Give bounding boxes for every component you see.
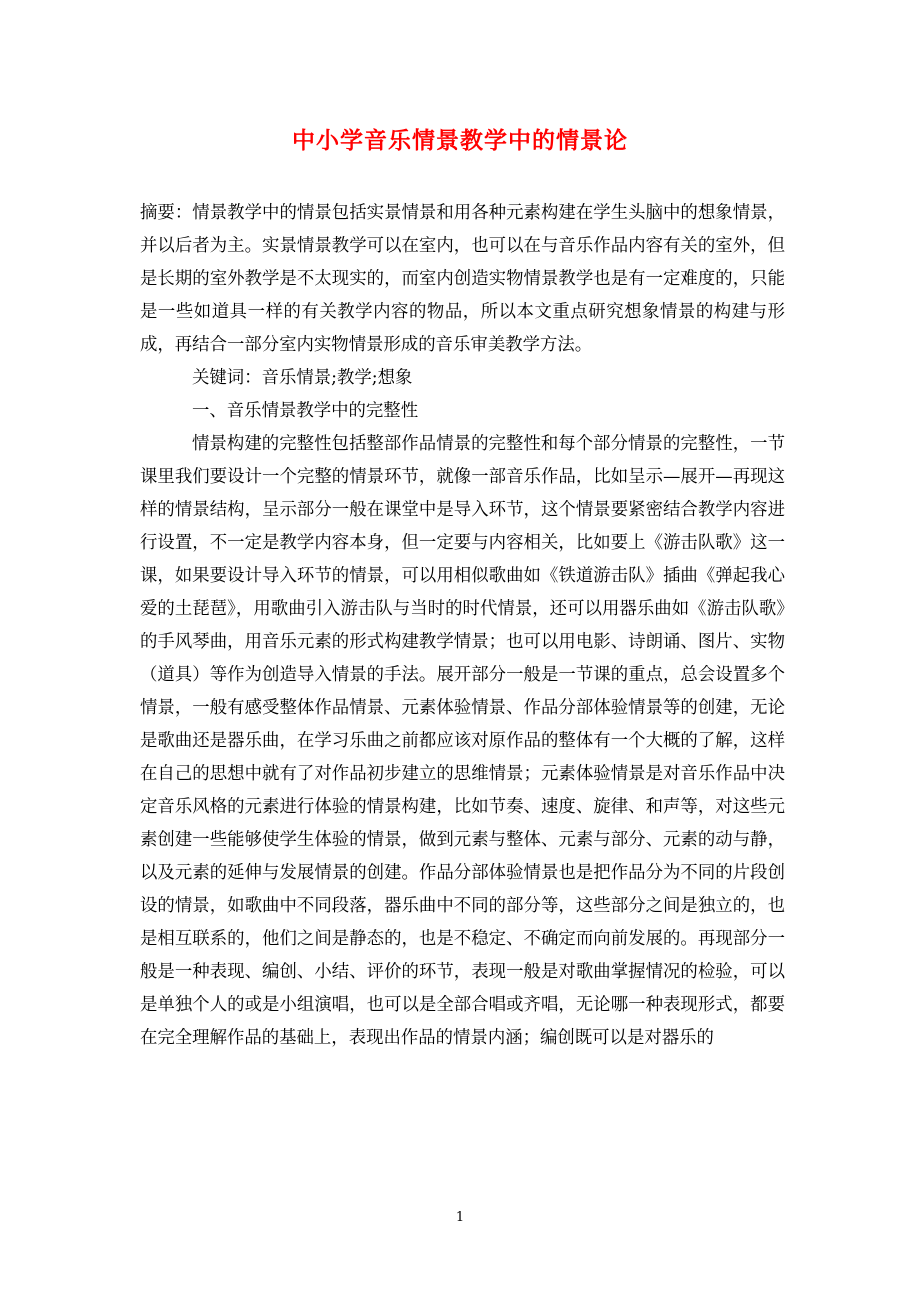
keywords-line: 关键词：音乐情景;教学;想象 [192, 368, 413, 388]
page-number: 1 [455, 1210, 465, 1225]
abstract-paragraph: 摘要：情景教学中的情景包括实景情景和用各种元素构建在学生头脑中的想象情景，并以后者为主。实景情景教学可以在室内，也可以在与音乐作品内容有关的室外，但是长期的室外教学是不太现实的，而室内创造实物情景教学也是有一定难度的，只能是一些如道具一样的有关教学内容的物品，所以本文重点研究想象情景的构建与形成，再结合一部分室内实物情景形成的音乐审美教学方法。 [140, 203, 785, 355]
section-heading: 一、音乐情景教学中的完整性 [192, 401, 419, 421]
body-paragraph: 情景构建的完整性包括整部作品情景的完整性和每个部分情景的完整性，一节课里我们要设计一个完整的情景环节，就像一部音乐作品，比如呈示—展开—再现这样的情景结构，呈示部分一般在课堂中是导入环节，这个情景要紧密结合教学内容进行设置，不一定是教学内容本身，但一定要与内容相关，比如要上《游击队歌》这一课，如果要设计导入环节的情景，可以用相似歌曲如《铁道游击队》插曲《弹起我心爱的土琵琶》，用歌曲引入游击队与当时的时代情景，还可以用器乐曲如《游击队歌》的手风琴曲，用音乐元素的形式构建教学情景；也可以用电影、诗朗诵、图片、实物（道具）等作为创造导入情景的手法。展开部分一般是一节课的重点，总会设置多个情景，一般有感受整体作品情景、元素体验情景、作品分部体验情景等的创建，无论是歌曲还是器乐曲，在学习乐曲之前都应该对原作品的整体有一个大概的了解，这样在自己的思想中就有了对作品初步建立的思维情景；元素体验情景是对音乐作品中决定音乐风格的元素进行体验的情景构建，比如节奏、速度、旋律、和声等，对这些元素创建一些能够使学生体验的情景，做到元素与整体、元素与部分、元素的动与静，以及元素的延伸与发展情景的创建。作品分部体验情景也是把作品分为不同的片段创设的情景，如歌曲中不同段落，器乐曲中不同的部分等，这些部分之间是独立的，也是相互联系的，他们之间是静态的，也是不稳定、不确定而向前发展的。再现部分一般是一种表现、编创、小结、评价的环节，表现一般是对歌曲掌握情况的检验，可以是单独个人的或是小组演唱，也可以是全部合唱或齐唱，无论哪一种表现形式，都要在完全理解作品的基础上，表现出作品的情景内涵；编创既可以是对器乐的 [140, 434, 785, 1048]
document-title: 中小学音乐情景教学中的情景论 [292, 127, 628, 154]
document-body [140, 197, 785, 1055]
